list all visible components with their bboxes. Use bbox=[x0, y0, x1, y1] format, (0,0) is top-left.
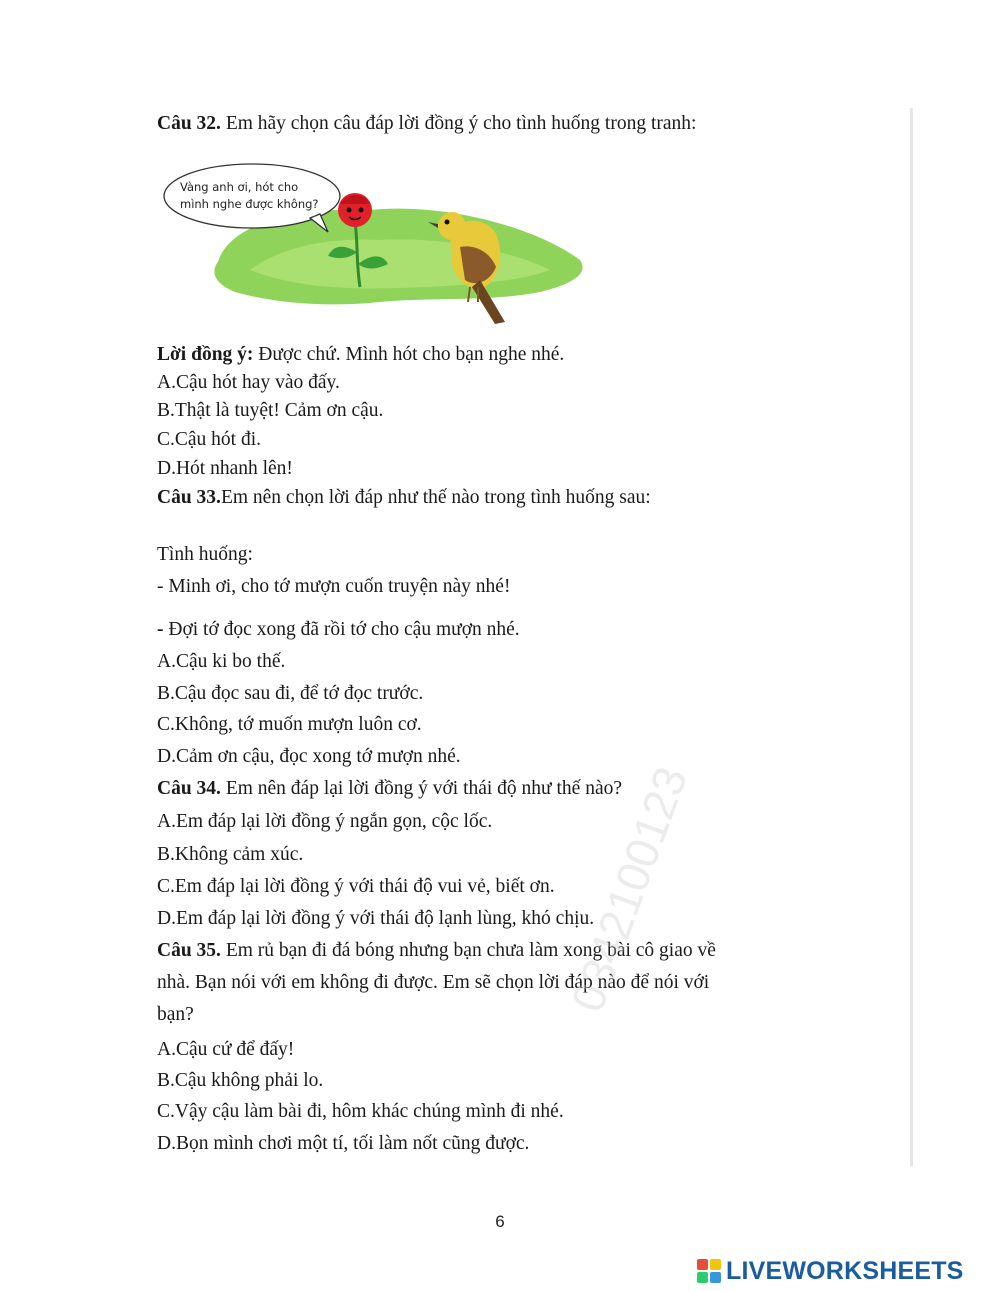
q33-dialog-1: - Minh ơi, cho tớ mượn cuốn truyện này nhé! bbox=[157, 576, 511, 597]
liveworksheets-brand[interactable] bbox=[696, 1256, 964, 1286]
q35-prompt-line2: nhà. Bạn nói với em không đi được. Em sẽ chọn lời đáp nào để nói với bbox=[157, 972, 710, 993]
speech-bubble-line2: mình nghe được không? bbox=[180, 197, 319, 211]
q32-option-b[interactable]: B.Thật là tuyệt! Cảm ơn cậu. bbox=[157, 400, 384, 421]
q34-option-a[interactable]: A.Em đáp lại lời đồng ý ngắn gọn, cộc lốc. bbox=[157, 811, 493, 832]
q35-option-d[interactable]: D.Bọn mình chơi một tí, tối làm nốt cũng được. bbox=[157, 1133, 530, 1154]
q34-option-c[interactable]: C.Em đáp lại lời đồng ý với thái độ vui vẻ, biết ơn. bbox=[157, 876, 555, 897]
q32-option-d[interactable]: D.Hót nhanh lên! bbox=[157, 458, 293, 479]
speech-bubble-line1: Vàng anh ơi, hót cho bbox=[180, 180, 299, 194]
phone-watermark: 0342100123 bbox=[560, 759, 698, 1019]
rose-and-bird-illustration bbox=[160, 152, 600, 327]
q35-option-c[interactable]: C.Vậy cậu làm bài đi, hôm khác chúng mình đi nhé. bbox=[157, 1101, 564, 1122]
q33-dialog-2: - Đợi tớ đọc xong đã rồi tớ cho cậu mượn nhé. bbox=[157, 619, 520, 640]
q34-option-d[interactable]: D.Em đáp lại lời đồng ý với thái độ lạnh lùng, khó chịu. bbox=[157, 908, 595, 929]
q33-situation-title: Tình huống: bbox=[157, 544, 253, 565]
q33-prompt: Câu 33.Em nên chọn lời đáp như thế nào trong tình huống sau: bbox=[157, 487, 651, 508]
q35-prompt-line1: Câu 35. Em rủ bạn đi đá bóng nhưng bạn chưa làm xong bài cô giao về bbox=[157, 940, 716, 961]
q33-option-b[interactable]: B.Cậu đọc sau đi, để tớ đọc trước. bbox=[157, 683, 424, 704]
q32-agree-line: Lời đồng ý: Được chứ. Mình hót cho bạn nghe nhé. bbox=[157, 344, 565, 365]
q33-option-d[interactable]: D.Cảm ơn cậu, đọc xong tớ mượn nhé. bbox=[157, 746, 461, 767]
q33-option-c[interactable]: C.Không, tớ muốn mượn luôn cơ. bbox=[157, 714, 422, 735]
q34-option-b[interactable]: B.Không cảm xúc. bbox=[157, 844, 304, 865]
q32-prompt: Câu 32. Em hãy chọn câu đáp lời đồng ý cho tình huống trong tranh: bbox=[157, 113, 697, 134]
q33-option-a[interactable]: A.Cậu ki bo thế. bbox=[157, 651, 286, 672]
brand-name: LIVEWORKSHEETS bbox=[726, 1256, 964, 1285]
q32-option-a[interactable]: A.Cậu hót hay vào đấy. bbox=[157, 372, 340, 393]
q35-option-b[interactable]: B.Cậu không phải lo. bbox=[157, 1070, 324, 1091]
q35-prompt-line3: bạn? bbox=[157, 1004, 194, 1025]
q35-option-a[interactable]: A.Cậu cứ để đấy! bbox=[157, 1039, 295, 1060]
margin-rule bbox=[910, 108, 913, 1166]
page-number: 6 bbox=[495, 1212, 505, 1231]
q34-prompt: Câu 34. Em nên đáp lại lời đồng ý với thái độ như thế nào? bbox=[157, 778, 623, 799]
q32-option-c[interactable]: C.Cậu hót đi. bbox=[157, 429, 262, 450]
liveworksheets-logo-icon bbox=[696, 1258, 722, 1284]
